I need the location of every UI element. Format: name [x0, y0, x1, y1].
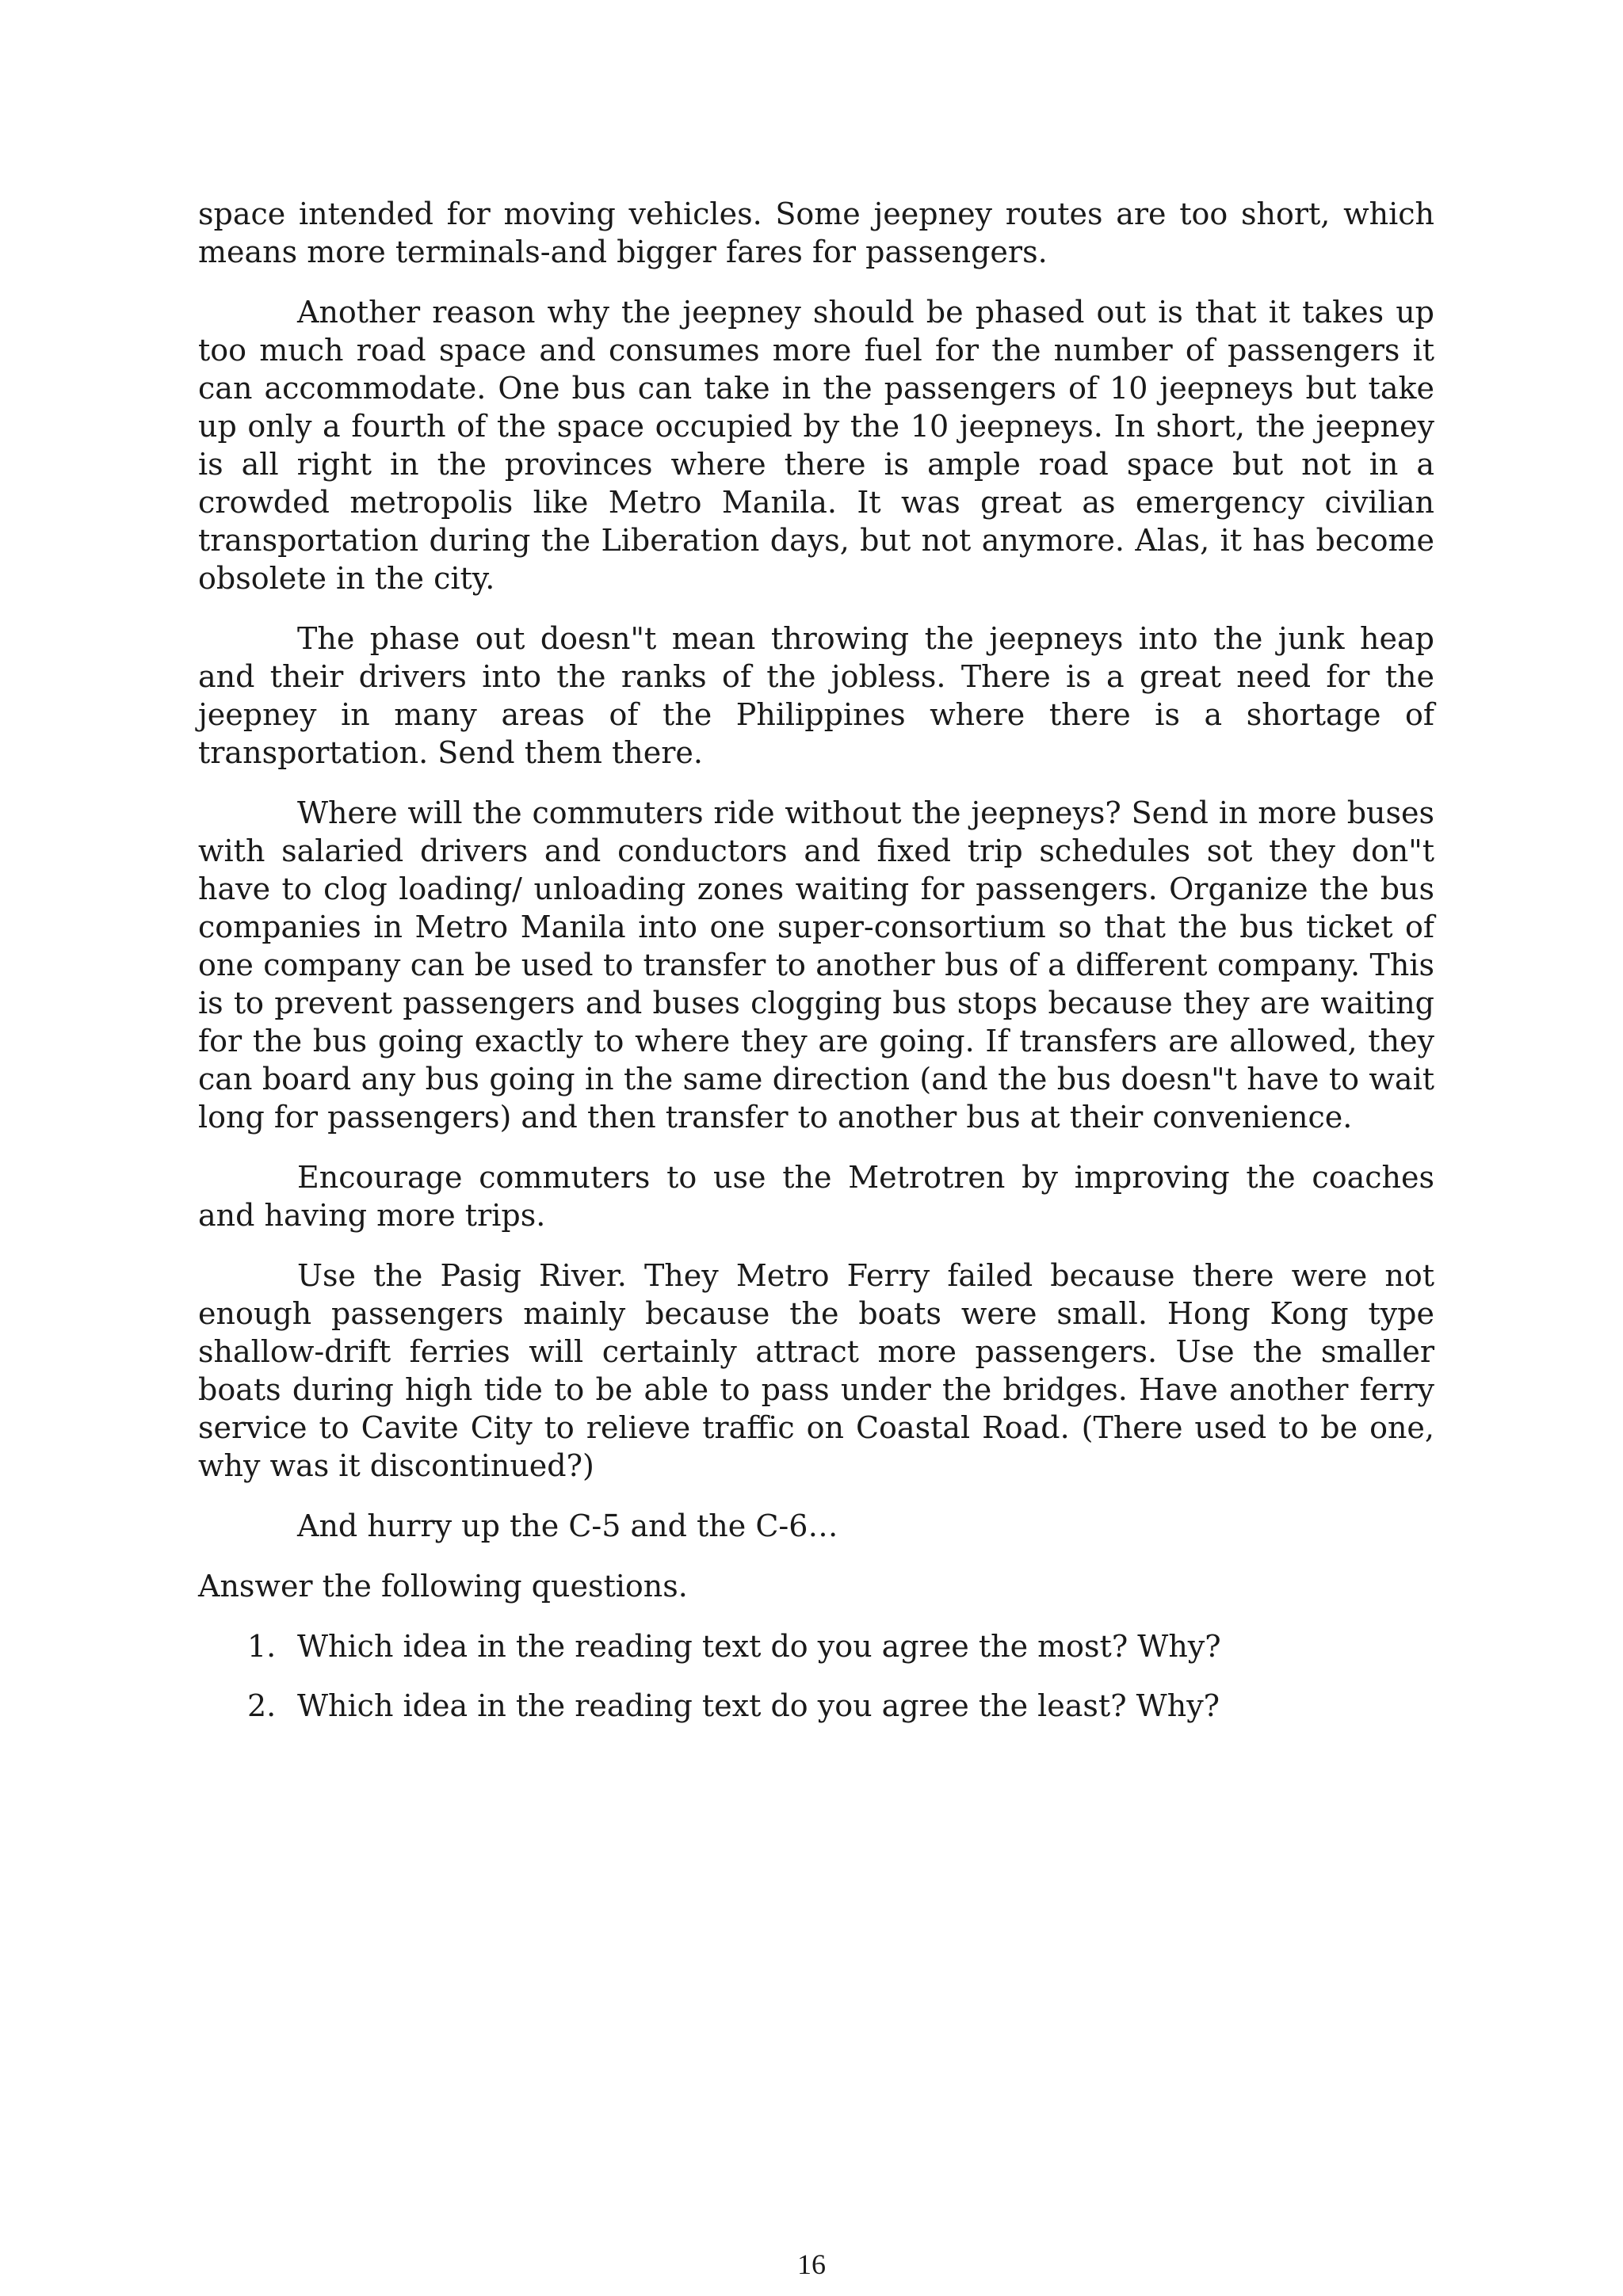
- question-item: [198, 1687, 1434, 1725]
- question-text: Which idea in the reading text do you agree the most? Why?: [297, 1629, 1221, 1664]
- paragraph-7: And hurry up the C-5 and the C-6…: [297, 1508, 838, 1543]
- paragraph-1: space intended for moving vehicles. Some jeepney routes are too short, which means more terminals-and bigger fares for passengers.: [198, 196, 1434, 269]
- paragraph-4: Where will the commuters ride without the jeepneys? Send in more buses with salaried drivers and conductors and fixed trip schedules sot they don"t have to clog loading/ unloading zones waiting for passengers. Organize the bus companies in Metro Manila into one super-consortium so that the bus ticket of one company can be used to transfer to another bus of a different company. This is to prevent passengers and buses clogging bus stops because they are waiting for the bus going exactly to where they are going. If transfers are allowed, they can board any bus going in the same direction (and the bus doesn"t have to wait long for passengers) and then transfer to another bus at their convenience.: [198, 795, 1434, 1135]
- paragraph-6: Use the Pasig River. They Metro Ferry failed because there were not enough passengers mainly because the boats were small. Hong Kong type shallow-drift ferries will certainly attract more passengers. Use the smaller boats during high tide to be able to pass under the bridges. Have another ferry service to Cavite City to relieve traffic on Coastal Road. (There used to be one, why was it discontinued?): [198, 1258, 1434, 1483]
- question-number: 1.: [247, 1629, 277, 1664]
- page-number: 16: [797, 2248, 826, 2280]
- question-item: [198, 1627, 1434, 1665]
- question-text: Which idea in the reading text do you agree the least? Why?: [297, 1688, 1220, 1723]
- paragraph-3: The phase out doesn"t mean throwing the jeepneys into the junk heap and their drivers into the ranks of the jobless. There is a great need for the jeepney in many areas of the Philippines where there is a shortage of transportation. Send them there.: [198, 621, 1434, 770]
- instruction-text: Answer the following questions.: [198, 1569, 688, 1604]
- paragraph-2: Another reason why the jeepney should be phased out is that it takes up too much road space and consumes more fuel for the number of passengers it can accommodate. One bus can take in the passengers of 10 jeepneys but take up only a fourth of the space occupied by the 10 jeepneys. In short, the jeepney is all right in the provinces where there is ample road space but not in a crowded metropolis like Metro Manila. It was great as emergency civilian transportation during the Liberation days, but not anymore. Alas, it has become obsolete in the city.: [198, 295, 1434, 596]
- question-number: 2.: [247, 1688, 277, 1723]
- paragraph-5: Encourage commuters to use the Metrotren by improving the coaches and having more trips.: [198, 1160, 1434, 1233]
- questions-list: [198, 1627, 1434, 1725]
- document-page: [198, 195, 1434, 1746]
